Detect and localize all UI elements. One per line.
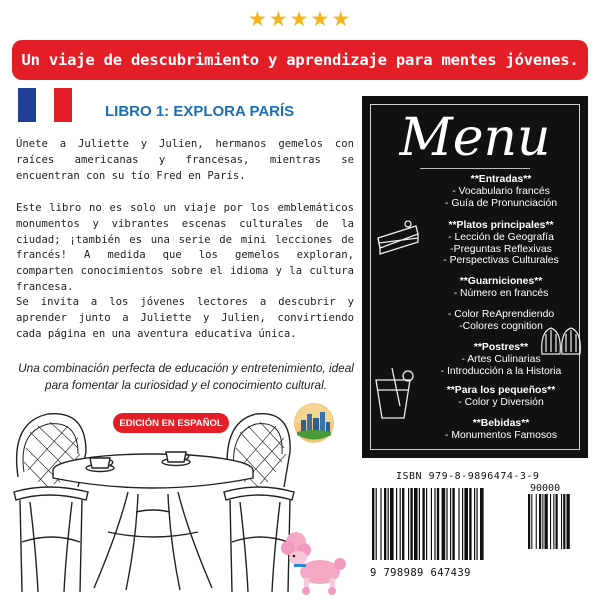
- star-icon: ★: [310, 7, 330, 31]
- madeleine-icon: [538, 324, 582, 358]
- book-title: LIBRO 1: EXPLORA PARÍS: [105, 103, 295, 120]
- intro-paragraph: Únete a Juliette y Julien, hermanos gemelos con raíces americanas y francesas, mientras se encuentran con su tío Fred en París.: [16, 138, 354, 182]
- menu-item: - Vocabulario francés: [452, 185, 550, 197]
- poodle-illustration: [274, 528, 354, 596]
- tagline-banner: Un viaje de descubrimiento y aprendizaje para mentes jóvenes.: [12, 40, 588, 80]
- star-icon: ★: [248, 7, 267, 31]
- invitation-paragraph: Se invita a los jóvenes lectores a descubrir y aprender junto a Juliette y Julien, convirtiendo cada página en una aventura educativa única.: [16, 296, 354, 340]
- menu-heading: **Entradas**: [470, 174, 532, 185]
- isbn-label: ISBN 979-8-9896474-3-9: [396, 471, 540, 482]
- menu-section-platos: [414, 220, 588, 267]
- menu-item: - Lección de Geografía: [448, 231, 554, 243]
- star-icon: ★: [289, 7, 309, 31]
- menu-heading: **Guarniciones**: [459, 276, 543, 287]
- menu-item: - Color y Diversión: [458, 396, 544, 408]
- menu-section-guarniciones: [414, 276, 588, 300]
- menu-heading: **Para los pequeños**: [446, 385, 556, 396]
- menu-item: - Perspectivas Culturales: [443, 255, 559, 267]
- menu-item: - Artes Culinarias: [461, 353, 541, 365]
- city-skyline-icon: [293, 402, 335, 444]
- edition-badge: EDICIÓN EN ESPAÑOL: [113, 413, 229, 433]
- barcode-icon: [370, 482, 583, 562]
- menu-heading: **Postres**: [473, 342, 529, 353]
- menu-item: - Monumentos Famosos: [444, 429, 558, 441]
- barcode-number: 9 798989 647439: [370, 567, 471, 579]
- flag-stripe-white: [36, 88, 54, 122]
- lessons-paragraph: Este libro no es solo un viaje por los emblemáticos monumentos y vibrantes escenas culturales de la ciudad; ¡también es una serie de mini lecciones de francés! A medida que los gemelos exploran, comparten conocimientos sobre el idioma y la cultura francesa.: [16, 202, 354, 293]
- star-rating: [248, 8, 350, 30]
- menu-title: Menu: [399, 108, 551, 168]
- menu-item: - Guía de Pronunciación: [444, 197, 558, 209]
- menu-section-pequenos: [414, 385, 588, 409]
- menu-heading: **Bebidas**: [472, 418, 530, 429]
- cake-slice-icon: [374, 216, 422, 260]
- flag-stripe-blue: [18, 88, 36, 122]
- menu-item: - Color ReAprendiendo: [447, 309, 555, 320]
- menu-item: - Número en francés: [453, 287, 549, 299]
- menu-item: - Introducción a la Historia: [440, 365, 562, 377]
- france-flag-icon: [18, 88, 72, 122]
- summary-tagline: Una combinación perfecta de educación y entretenimiento, ideal para fomentar la curiosidad y el conocimiento cultural.: [18, 361, 354, 392]
- menu-board: [362, 96, 588, 458]
- menu-divider: [420, 168, 530, 169]
- star-icon: ★: [268, 7, 288, 31]
- cafe-table-illustration: [8, 392, 298, 597]
- flag-stripe-red: [54, 88, 72, 122]
- price-code: 90000: [530, 483, 561, 494]
- drink-glass-icon: [372, 366, 416, 422]
- menu-section-bebidas: [414, 418, 588, 442]
- menu-item: -Preguntas Reflexivas: [450, 243, 552, 255]
- menu-heading: **Platos principales**: [448, 220, 554, 231]
- star-icon: ★: [331, 7, 351, 31]
- menu-section-entradas: [414, 174, 588, 209]
- menu-item: -Colores cognition: [459, 320, 543, 332]
